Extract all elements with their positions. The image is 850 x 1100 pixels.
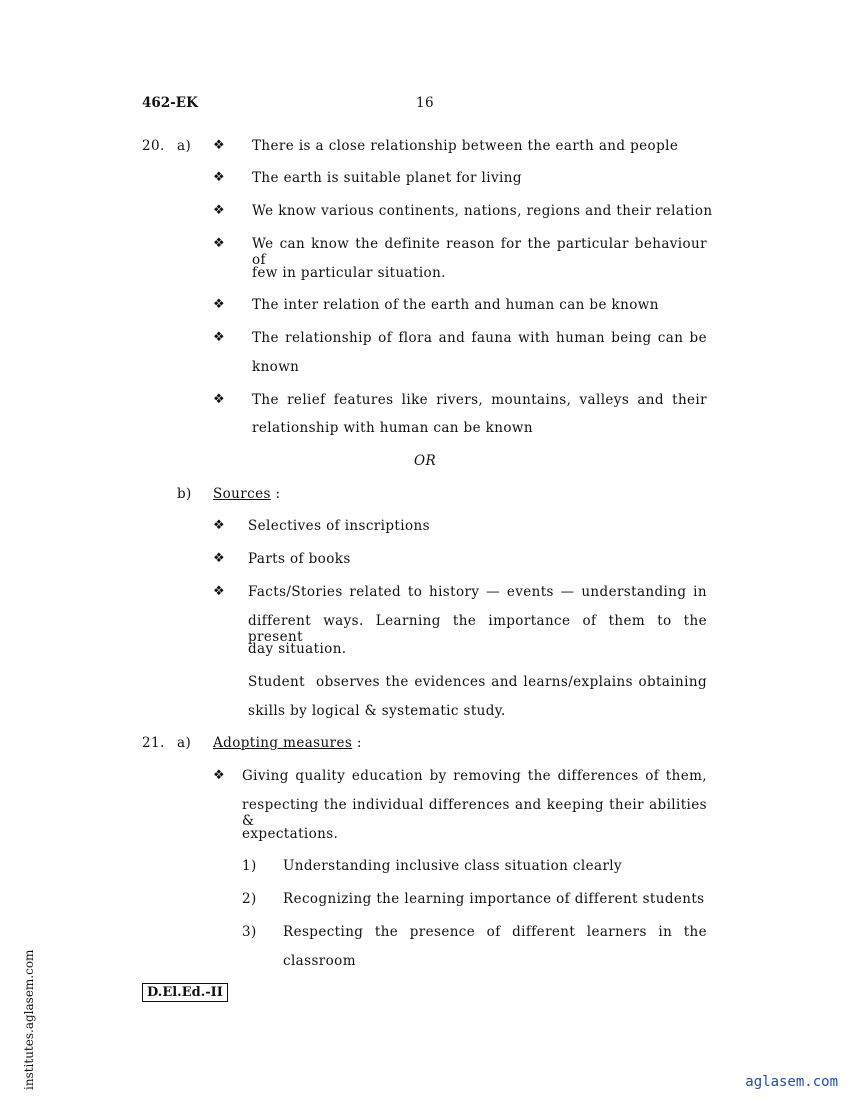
list-item-line: The relief features like rivers, mountains, valleys and their [252, 392, 707, 408]
heading-colon: : [352, 735, 362, 751]
bullet-icon: ❖ [213, 138, 225, 153]
list-item-line: We can know the definite reason for the particular behaviour of [252, 236, 707, 268]
question-number-21: 21. [142, 735, 165, 751]
student-note-line: Student observes the evidences and learns/explains obtaining [248, 674, 707, 690]
adopting-measures-heading-text: Adopting measures [213, 735, 353, 751]
list-item-line: different ways. Learning the importance of them to the present [248, 613, 707, 645]
bullet-icon: ❖ [213, 551, 225, 566]
list-item: Selectives of inscriptions [248, 518, 430, 534]
bullet-icon: ❖ [213, 297, 225, 312]
part-label-20b: b) [177, 486, 192, 502]
bullet-icon: ❖ [213, 768, 225, 783]
sources-heading [213, 486, 280, 502]
list-item: We know various continents, nations, regions and their relation [252, 203, 713, 219]
bullet-icon: ❖ [213, 392, 225, 407]
bullet-icon: ❖ [213, 170, 225, 185]
list-item-line: known [252, 359, 300, 375]
list-item: The inter relation of the earth and human can be known [252, 297, 659, 313]
paper-code: 462-EK [142, 95, 198, 111]
or-separator: OR [414, 453, 437, 469]
list-item-line: classroom [283, 953, 356, 969]
list-number: 1) [242, 858, 257, 874]
list-item: Recognizing the learning importance of different students [283, 891, 705, 907]
list-item: The earth is suitable planet for living [252, 170, 522, 186]
list-item-line: day situation. [248, 641, 347, 657]
course-label-box: D.El.Ed.-II [142, 983, 228, 1002]
list-item: Parts of books [248, 551, 351, 567]
bullet-icon: ❖ [213, 236, 225, 251]
list-item: Understanding inclusive class situation clearly [283, 858, 623, 874]
question-number-20: 20. [142, 138, 165, 154]
part-label-20a: a) [177, 138, 192, 154]
list-item-line: Facts/Stories related to history — events — understanding in [248, 584, 707, 600]
bullet-icon: ❖ [213, 330, 225, 345]
bullet-icon: ❖ [213, 584, 225, 599]
sources-heading-text: Sources [213, 486, 271, 502]
list-item-line: The relationship of flora and fauna with human being can be [252, 330, 707, 346]
list-number: 3) [242, 924, 257, 940]
list-item-line: few in particular situation. [252, 265, 446, 281]
list-number: 2) [242, 891, 257, 907]
list-item-line: Respecting the presence of different learners in the [283, 924, 707, 940]
intro-line: expectations. [242, 826, 339, 842]
heading-colon: : [270, 486, 281, 502]
intro-line: respecting the individual differences and keeping their abilities & [242, 797, 707, 829]
page-number: 16 [416, 95, 434, 111]
bullet-icon: ❖ [213, 518, 225, 533]
adopting-measures-heading [213, 735, 362, 751]
part-label-21a: a) [177, 735, 192, 751]
side-watermark: institutes.aglasem.com [22, 949, 36, 1090]
bullet-icon: ❖ [213, 203, 225, 218]
list-item-line: relationship with human can be known [252, 420, 533, 436]
brand-link[interactable]: aglasem.com [745, 1074, 838, 1090]
list-item: There is a close relationship between the earth and people [252, 138, 679, 154]
student-note-line: skills by logical & systematic study. [248, 703, 506, 719]
intro-line: Giving quality education by removing the differences of them, [242, 768, 707, 784]
